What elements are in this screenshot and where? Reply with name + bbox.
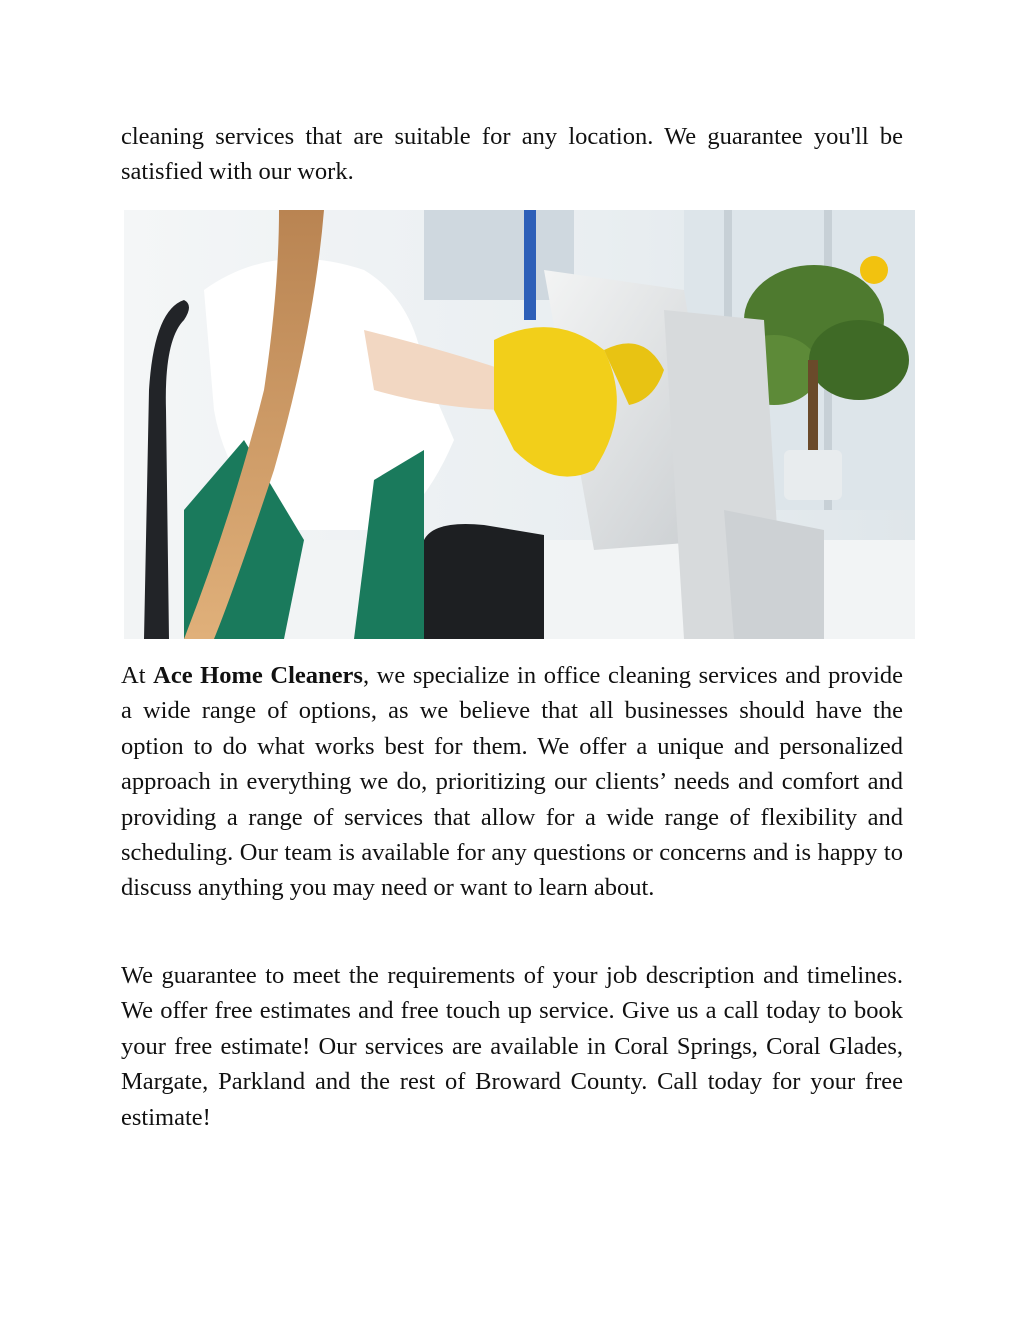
about-lead: At — [121, 662, 154, 689]
about-paragraph — [121, 658, 903, 906]
about-body: , we specialize in office cleaning services and provide a wide range of options, as we believe that all businesses should have the option to do what works best for them. We offer a unique and personalized approach in everything we do, prioritizing our clients’ needs and comfort and providing a range of services that allow for a wide range of flexibility and scheduling. Our team is available for any questions or concerns and is happy to discuss anything you may need or want to learn about. — [121, 662, 903, 902]
company-name: Ace Home Cleaners — [153, 662, 363, 689]
intro-paragraph: cleaning services that are suitable for any location. We guarantee you'll be satisfied with our work. — [121, 123, 903, 186]
cleaning-photo — [124, 210, 915, 639]
guarantee-paragraph: We guarantee to meet the requirements of your job description and timelines. We offer free estimates and free touch up service. Give us a call today to book your free estimate! Our services are available in Coral Springs, Coral Glades, Margate, Parkland and the rest of Broward County. Call today for your free estimate! — [121, 962, 903, 1131]
